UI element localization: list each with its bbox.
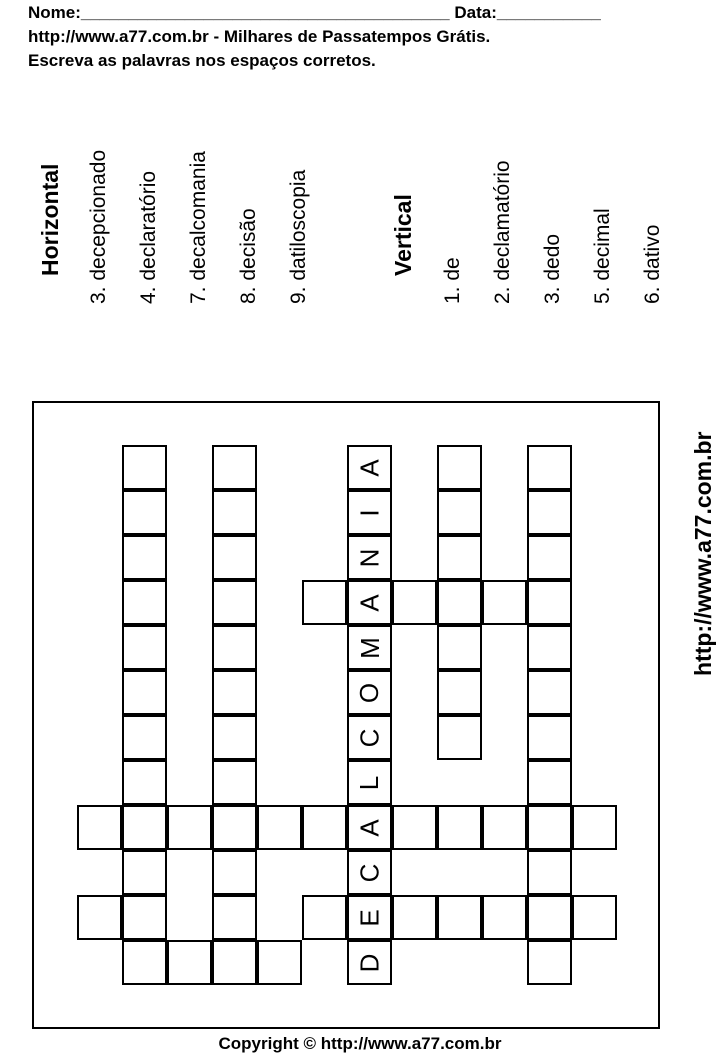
crossword-cell[interactable] bbox=[572, 895, 617, 940]
crossword-cell[interactable] bbox=[527, 490, 572, 535]
crossword-cell[interactable] bbox=[572, 805, 617, 850]
crossword-cell[interactable] bbox=[122, 670, 167, 715]
vertical-title: Vertical bbox=[390, 194, 416, 276]
crossword-cell[interactable] bbox=[212, 715, 257, 760]
crossword-cell[interactable] bbox=[527, 580, 572, 625]
crossword-cell[interactable] bbox=[527, 760, 572, 805]
crossword-cell[interactable] bbox=[122, 850, 167, 895]
crossword-cell[interactable] bbox=[527, 670, 572, 715]
name-date-line: Nome:_______________________________________ Data:___________ bbox=[28, 3, 601, 22]
crossword-cell[interactable] bbox=[347, 580, 392, 625]
vertical-clue: 6. dativo bbox=[641, 224, 664, 304]
vertical-clue: 5. decimal bbox=[591, 208, 614, 304]
crossword-cell[interactable] bbox=[302, 895, 347, 940]
crossword-cell[interactable] bbox=[527, 850, 572, 895]
crossword-cell[interactable] bbox=[167, 940, 212, 985]
cell-letter: L bbox=[354, 775, 385, 790]
crossword-cell[interactable] bbox=[527, 445, 572, 490]
crossword-cell[interactable] bbox=[392, 580, 437, 625]
crossword-cell[interactable] bbox=[212, 850, 257, 895]
crossword-cell[interactable] bbox=[392, 895, 437, 940]
crossword-cell[interactable] bbox=[122, 805, 167, 850]
crossword-cell[interactable] bbox=[122, 445, 167, 490]
crossword-cell[interactable] bbox=[257, 940, 302, 985]
crossword-cell[interactable] bbox=[212, 535, 257, 580]
crossword-cell[interactable] bbox=[437, 670, 482, 715]
cell-letter: C bbox=[354, 863, 385, 882]
site-line: http://www.a77.com.br - Milhares de Passatempos Grátis. bbox=[28, 27, 491, 46]
crossword-cell[interactable] bbox=[167, 805, 212, 850]
crossword-cell[interactable] bbox=[437, 895, 482, 940]
crossword-cell[interactable] bbox=[122, 940, 167, 985]
horizontal-clue: 4. declaratório bbox=[137, 170, 160, 304]
cell-letter: I bbox=[354, 508, 385, 517]
crossword-cell[interactable] bbox=[212, 580, 257, 625]
side-url: http://www.a77.com.br bbox=[690, 431, 716, 676]
crossword-cell[interactable] bbox=[122, 535, 167, 580]
crossword-cell[interactable] bbox=[347, 895, 392, 940]
horizontal-clue: 3. decepcionado bbox=[87, 149, 110, 304]
crossword-cell[interactable] bbox=[437, 805, 482, 850]
crossword-cell[interactable] bbox=[212, 670, 257, 715]
crossword-cell[interactable] bbox=[347, 535, 392, 580]
crossword-cell[interactable] bbox=[347, 850, 392, 895]
crossword-cell[interactable] bbox=[482, 805, 527, 850]
horizontal-clue: 7. decalcomania bbox=[187, 151, 210, 304]
crossword-cell[interactable] bbox=[212, 490, 257, 535]
cell-letter: N bbox=[354, 548, 385, 567]
crossword-cell[interactable] bbox=[122, 490, 167, 535]
crossword-cell[interactable] bbox=[347, 490, 392, 535]
crossword-cell[interactable] bbox=[392, 805, 437, 850]
crossword-cell[interactable] bbox=[212, 625, 257, 670]
crossword-cell[interactable] bbox=[257, 805, 302, 850]
crossword-cell[interactable] bbox=[122, 895, 167, 940]
crossword-cell[interactable] bbox=[122, 715, 167, 760]
horizontal-clue: 8. decisão bbox=[237, 208, 260, 304]
crossword-cell[interactable] bbox=[437, 490, 482, 535]
cell-letter: A bbox=[354, 818, 385, 837]
copyright-footer: Copyright © http://www.a77.com.br bbox=[218, 1034, 502, 1053]
horizontal-title: Horizontal bbox=[37, 163, 63, 276]
crossword-cell[interactable] bbox=[527, 940, 572, 985]
crossword-cell[interactable] bbox=[212, 760, 257, 805]
crossword-cell[interactable] bbox=[527, 895, 572, 940]
crossword-cell[interactable] bbox=[527, 625, 572, 670]
crossword-cell[interactable] bbox=[437, 715, 482, 760]
crossword-cell[interactable] bbox=[77, 805, 122, 850]
crossword-cell[interactable] bbox=[437, 580, 482, 625]
cell-letter: O bbox=[354, 682, 385, 703]
crossword-cell[interactable] bbox=[122, 760, 167, 805]
crossword-cell[interactable] bbox=[347, 445, 392, 490]
crossword-cell[interactable] bbox=[437, 625, 482, 670]
crossword-cell[interactable] bbox=[77, 895, 122, 940]
crossword-cell[interactable] bbox=[212, 805, 257, 850]
crossword-cell[interactable] bbox=[482, 895, 527, 940]
crossword-cell[interactable] bbox=[437, 535, 482, 580]
crossword-cell[interactable] bbox=[347, 715, 392, 760]
crossword-cell[interactable] bbox=[212, 445, 257, 490]
crossword-cell[interactable] bbox=[122, 625, 167, 670]
crossword-cell[interactable] bbox=[302, 805, 347, 850]
cell-letter: A bbox=[354, 593, 385, 612]
crossword-cell[interactable] bbox=[347, 625, 392, 670]
crossword-cell[interactable] bbox=[347, 805, 392, 850]
vertical-clue: 3. dedo bbox=[541, 233, 564, 304]
crossword-cell[interactable] bbox=[527, 535, 572, 580]
crossword-cell[interactable] bbox=[347, 760, 392, 805]
cell-letter: C bbox=[354, 728, 385, 747]
crossword-cell[interactable] bbox=[347, 940, 392, 985]
crossword-cell[interactable] bbox=[122, 580, 167, 625]
cell-letter: M bbox=[354, 636, 385, 659]
instructions: Escreva as palavras nos espaços corretos. bbox=[28, 51, 376, 70]
crossword-cell[interactable] bbox=[482, 580, 527, 625]
crossword-cell[interactable] bbox=[527, 805, 572, 850]
horizontal-clue: 9. datiloscopia bbox=[287, 169, 310, 304]
crossword-cell[interactable] bbox=[437, 445, 482, 490]
crossword-cell[interactable] bbox=[347, 670, 392, 715]
vertical-clue: 2. declamatório bbox=[491, 160, 514, 304]
crossword-cell[interactable] bbox=[302, 580, 347, 625]
cell-letter: A bbox=[354, 458, 385, 477]
cell-letter: E bbox=[354, 908, 385, 927]
crossword-cell[interactable] bbox=[212, 895, 257, 940]
crossword-cell[interactable] bbox=[527, 715, 572, 760]
cell-letter: D bbox=[354, 953, 385, 972]
crossword-cell[interactable] bbox=[212, 940, 257, 985]
vertical-clue: 1. de bbox=[441, 257, 464, 304]
